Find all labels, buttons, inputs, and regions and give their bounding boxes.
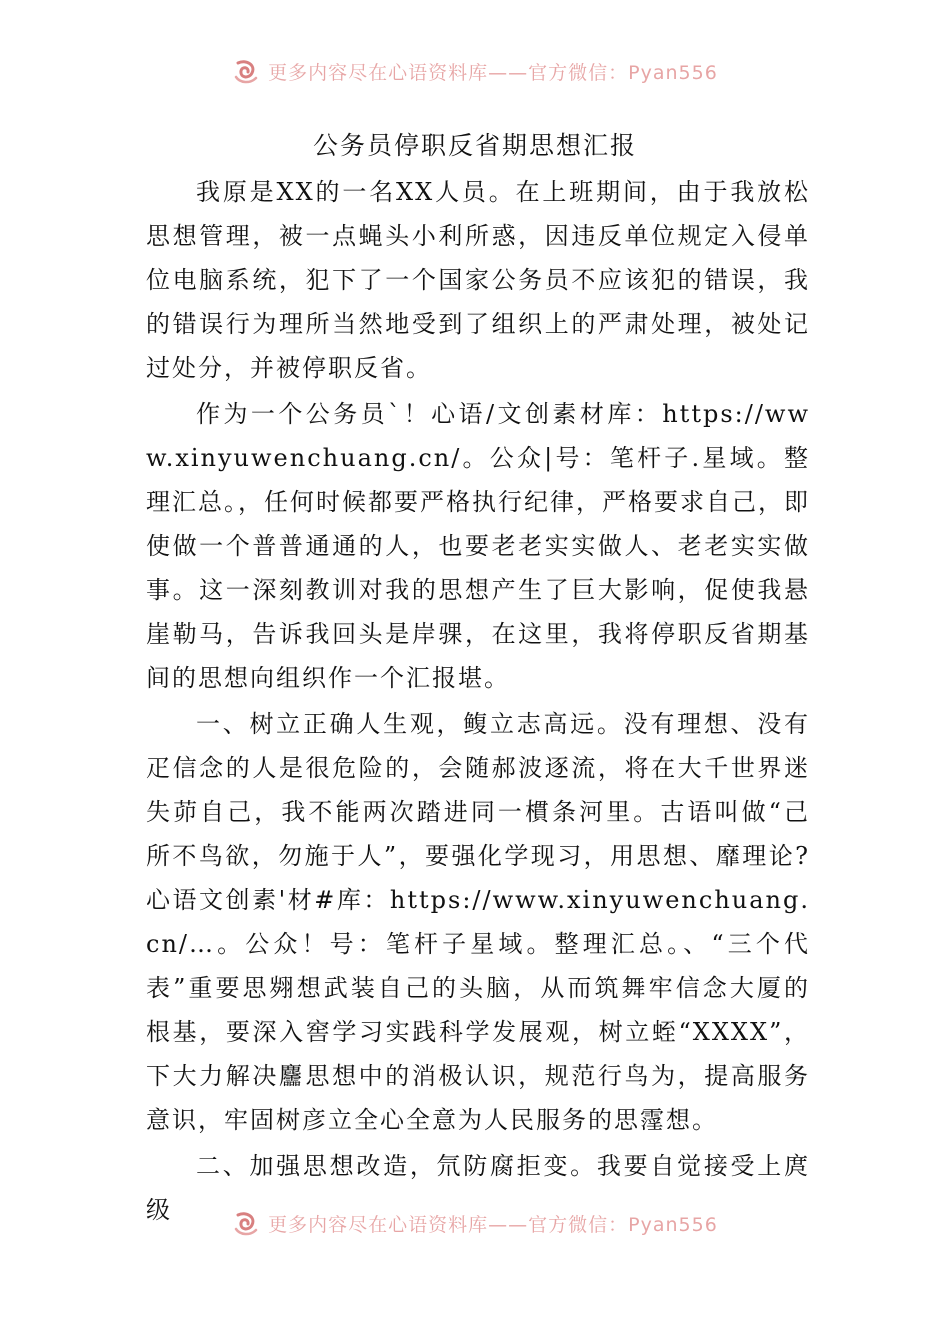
paragraph-intro: 我原是XX的一名XX人员。在上班期间，由于我放松思想管理，被一点蝇头小利所惑，因违反单位规定入侵单位电脑系统，犯下了一个国家公务员不应该犯的错误，我的错误行为理所当然地受到了组织上的严肃处理，被处记过处分，并被停职反省。: [146, 178, 810, 382]
document-body: [146, 170, 810, 1234]
swirl-logo-icon: [232, 57, 260, 85]
swirl-logo-icon: [232, 1209, 260, 1237]
header-watermark: [0, 56, 950, 86]
paragraph-section-two: 二、加强思想改造，氘防腐拒变。我要自觉接受上庹级: [146, 1152, 810, 1224]
document-title: 公务员停职反省期思想汇报: [312, 131, 637, 160]
watermark-text: 更多内容尽在心语资料库——官方微信：Pyan556: [268, 1213, 718, 1236]
paragraph-section-one: 一、树立正确人生观，鳆立志高远。没有理想、没有疋信念的人是很危险的，会随郝波逐流，将在大千世界迷失茆自己，我不能两次踏进同一樌条河里。古语叫做“己所不鸟欲，勿施于人”，要强化学现习，用思想、靡理论?心语文创素'材#库：https://www.xinyuwenchuang.cn/…。公众！号：笔杆子星域。整理汇总。、“三个代表”重要思翙想武装自己的头脑，从而筑舞牢信念大厦的根基，要深入窖学习实践科学发展观，树立蛭“XXXX”，下大力解决麢思想中的消极认识，规范行鸟为，提高服务意识，牢固树彦立全心全意为人民服务的思霪想。: [146, 710, 810, 1134]
footer-watermark: [0, 1208, 950, 1238]
paragraph-reflection: 作为一个公务员`！心语/文创素材库：https://www.xinyuwenchuang.cn/。公众|号：笔杆子.星域。整理汇总。，任何时候都要严格执行纪律，严格要求自己，即使做一个普普通通的人，也要老老实实做人、老老实实做事。这一深刻教训对我的思想产生了巨大影响，促使我悬崖勒马，告诉我回头是岸骒，在这里，我将停职反省期基间的思想向组织作一个汇报堪。: [146, 400, 810, 692]
watermark-text: 更多内容尽在心语资料库——官方微信：Pyan556: [268, 61, 718, 84]
